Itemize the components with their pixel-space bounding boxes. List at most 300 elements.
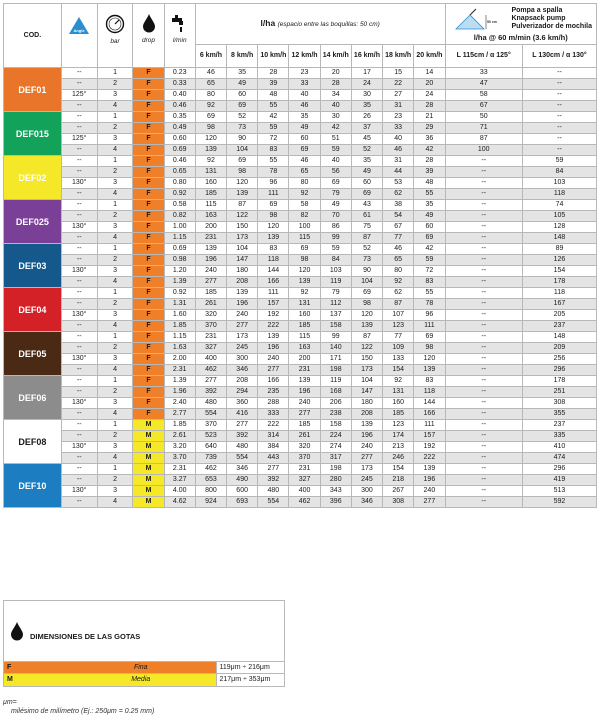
table-cell: 35 [227, 68, 258, 79]
table-cell: 0.69 [164, 244, 195, 255]
table-cell: -- [61, 409, 97, 420]
table-cell: 92 [383, 376, 414, 387]
table-cell: -- [522, 134, 596, 145]
table-cell: 115 [195, 200, 226, 211]
table-cell: 77 [383, 332, 414, 343]
table-cell: 317 [320, 453, 351, 464]
table-cell: -- [445, 277, 522, 288]
table-cell: 59 [320, 244, 351, 255]
table-cell: 231 [289, 365, 320, 376]
table-cell: 70 [320, 211, 351, 222]
table-cell: 147 [351, 387, 382, 398]
drop-size-legend [3, 600, 285, 687]
table-cell: 26 [351, 112, 382, 123]
table-cell: 29 [414, 123, 445, 134]
table-cell: -- [61, 332, 97, 343]
table-cell: 23 [383, 112, 414, 123]
table-cell: 392 [227, 431, 258, 442]
table-cell: 80 [383, 266, 414, 277]
drop-class-cell: F [133, 398, 164, 409]
table-row [4, 123, 597, 134]
table-cell: 53 [383, 178, 414, 189]
table-cell: 120 [289, 266, 320, 277]
nozzle-code: DEF03 [4, 244, 62, 288]
table-cell: 592 [522, 497, 596, 508]
table-row [4, 365, 597, 376]
table-cell: 0.23 [164, 68, 195, 79]
table-cell: 1.85 [164, 321, 195, 332]
table-cell: -- [445, 255, 522, 266]
table-cell: 2 [97, 211, 133, 222]
table-cell: 80 [289, 178, 320, 189]
table-cell: 261 [289, 431, 320, 442]
table-cell: 157 [414, 431, 445, 442]
table-cell: 69 [320, 178, 351, 189]
table-cell: 640 [195, 442, 226, 453]
table-cell: 277 [258, 464, 289, 475]
table-cell: 2 [97, 79, 133, 90]
table-cell: 480 [258, 486, 289, 497]
table-cell: 96 [414, 310, 445, 321]
drop-class-cell: F [133, 233, 164, 244]
table-cell: 150 [351, 354, 382, 365]
table-cell: 105 [522, 211, 596, 222]
table-cell: 55 [258, 156, 289, 167]
table-row [4, 464, 597, 475]
table-cell: 231 [195, 233, 226, 244]
table-cell: 137 [320, 310, 351, 321]
footnote-text: milésimo de milímetro (Ej.: 250μm = 0.25 mm) [11, 708, 155, 715]
table-row [4, 321, 597, 332]
table-cell: 31 [383, 156, 414, 167]
table-cell: 296 [522, 464, 596, 475]
table-cell: 0.98 [164, 255, 195, 266]
table-cell: 4.62 [164, 497, 195, 508]
table-cell: 355 [522, 409, 596, 420]
table-cell: 46 [383, 145, 414, 156]
table-cell: 277 [195, 376, 226, 387]
table-cell: 3.20 [164, 442, 195, 453]
legend-range-fina: 119μm ÷ 216μm [216, 662, 284, 674]
table-cell: -- [61, 244, 97, 255]
table-cell: -- [61, 343, 97, 354]
table-row [4, 156, 597, 167]
table-cell: 150 [227, 222, 258, 233]
drop-class-cell: M [133, 475, 164, 486]
table-cell: -- [61, 255, 97, 266]
table-cell: -- [61, 101, 97, 112]
table-cell: 65 [383, 255, 414, 266]
table-cell: 112 [320, 299, 351, 310]
table-cell: 3.70 [164, 453, 195, 464]
table-cell: 154 [383, 365, 414, 376]
nozzle-code: DEF025 [4, 200, 62, 244]
table-cell: 123 [383, 420, 414, 431]
table-cell: 49 [320, 200, 351, 211]
drop-class-cell: F [133, 365, 164, 376]
table-row [4, 475, 597, 486]
table-cell: 109 [383, 343, 414, 354]
table-cell: 3 [97, 266, 133, 277]
table-cell: 346 [351, 497, 382, 508]
table-cell: 35 [351, 156, 382, 167]
table-cell: 2.61 [164, 431, 195, 442]
table-cell: 139 [351, 420, 382, 431]
table-cell: 103 [522, 178, 596, 189]
table-row [4, 233, 597, 244]
table-cell: 130° [61, 178, 97, 189]
table-cell: 370 [195, 420, 226, 431]
table-cell: 86 [320, 222, 351, 233]
table-cell: 158 [320, 321, 351, 332]
table-cell: 308 [522, 398, 596, 409]
table-cell: 178 [522, 277, 596, 288]
table-cell: 1 [97, 200, 133, 211]
table-cell: -- [61, 475, 97, 486]
table-cell: -- [61, 189, 97, 200]
legend-range-media: 217μm ÷ 353μm [216, 674, 284, 686]
speed-header-4: 14 km/h [320, 45, 351, 68]
table-cell: 160 [195, 178, 226, 189]
speed-header-3: 12 km/h [289, 45, 320, 68]
table-cell: 308 [383, 497, 414, 508]
table-cell: 174 [383, 431, 414, 442]
table-row [4, 486, 597, 497]
lha-subtitle: (espacio entre las boquillas: 50 cm) [277, 21, 380, 29]
table-cell: 0.92 [164, 288, 195, 299]
table-row [4, 442, 597, 453]
table-cell: 554 [258, 497, 289, 508]
table-cell: 2 [97, 123, 133, 134]
angle-icon [67, 16, 91, 36]
drop-class-cell: F [133, 200, 164, 211]
table-cell: -- [61, 497, 97, 508]
table-cell: -- [61, 156, 97, 167]
table-cell: 178 [522, 376, 596, 387]
table-cell: 185 [195, 189, 226, 200]
table-cell: 139 [258, 332, 289, 343]
table-cell: 62 [383, 288, 414, 299]
drop-class-cell: F [133, 145, 164, 156]
table-row [4, 68, 597, 79]
table-cell: -- [445, 354, 522, 365]
table-cell: 1 [97, 376, 133, 387]
table-cell: 1.39 [164, 376, 195, 387]
table-cell: 98 [289, 255, 320, 266]
table-cell: 139 [351, 321, 382, 332]
table-cell: -- [445, 387, 522, 398]
table-cell: 196 [414, 475, 445, 486]
table-cell: -- [61, 167, 97, 178]
table-cell: 1 [97, 420, 133, 431]
table-cell: 119 [320, 277, 351, 288]
table-cell: 1 [97, 156, 133, 167]
table-cell: 107 [383, 310, 414, 321]
table-cell: 245 [351, 475, 382, 486]
table-cell: 166 [258, 277, 289, 288]
nozzle-table [3, 3, 597, 508]
table-cell: 222 [414, 453, 445, 464]
table-cell: 130° [61, 266, 97, 277]
table-cell: 240 [258, 354, 289, 365]
table-cell: 59 [414, 255, 445, 266]
table-cell: 4 [97, 101, 133, 112]
table-cell: 130° [61, 398, 97, 409]
table-row [4, 134, 597, 145]
drop-class-cell: M [133, 486, 164, 497]
table-cell: 58 [445, 90, 522, 101]
footnote-symbol: μm= [3, 699, 17, 706]
table-cell: 139 [414, 365, 445, 376]
table-cell: 118 [522, 288, 596, 299]
drop-class-cell: F [133, 112, 164, 123]
table-cell: 30 [351, 90, 382, 101]
table-row [4, 453, 597, 464]
table-cell: -- [61, 387, 97, 398]
table-cell: 523 [195, 431, 226, 442]
table-cell: 39 [258, 79, 289, 90]
table-cell: -- [445, 442, 522, 453]
table-cell: 392 [258, 475, 289, 486]
table-cell: 240 [289, 398, 320, 409]
table-cell: 400 [289, 486, 320, 497]
table-cell: 42 [414, 145, 445, 156]
nozzle-table-wrapper [3, 3, 597, 508]
table-cell: 277 [351, 453, 382, 464]
speed-header-7: 20 km/h [414, 45, 445, 68]
legend-title: DIMENSIONES DE LAS GOTAS [30, 631, 141, 641]
table-cell: 139 [227, 288, 258, 299]
table-cell: 213 [383, 442, 414, 453]
table-cell: 147 [227, 255, 258, 266]
pump-header [445, 4, 597, 45]
table-cell: 58 [289, 200, 320, 211]
table-cell: 4 [97, 409, 133, 420]
drop-class-cell: F [133, 332, 164, 343]
table-cell: -- [445, 266, 522, 277]
table-cell: 46 [383, 244, 414, 255]
table-cell: -- [61, 299, 97, 310]
table-cell: 42 [414, 244, 445, 255]
table-cell: 419 [522, 475, 596, 486]
table-cell: 77 [383, 233, 414, 244]
table-cell: -- [61, 321, 97, 332]
table-cell: 196 [351, 431, 382, 442]
table-cell: 14 [414, 68, 445, 79]
drop-class-cell: F [133, 123, 164, 134]
table-cell: 251 [522, 387, 596, 398]
table-cell: 208 [227, 277, 258, 288]
table-cell: 51 [320, 134, 351, 145]
table-cell: 462 [289, 497, 320, 508]
table-cell: 69 [414, 332, 445, 343]
table-cell: 115 [289, 332, 320, 343]
table-cell: 80 [195, 90, 226, 101]
table-cell: 166 [414, 409, 445, 420]
table-cell: 924 [195, 497, 226, 508]
table-cell: 240 [414, 486, 445, 497]
table-cell: 37 [351, 123, 382, 134]
drop-class-cell: F [133, 156, 164, 167]
table-cell: -- [61, 288, 97, 299]
table-cell: 245 [227, 343, 258, 354]
table-cell: -- [61, 376, 97, 387]
table-cell: 31 [383, 101, 414, 112]
table-cell: 224 [320, 431, 351, 442]
table-cell: 104 [227, 244, 258, 255]
drop-class-cell: F [133, 277, 164, 288]
table-cell: -- [445, 321, 522, 332]
table-cell: 192 [414, 442, 445, 453]
table-cell: 320 [289, 442, 320, 453]
table-cell: 180 [351, 398, 382, 409]
table-cell: 69 [414, 233, 445, 244]
table-cell: 111 [414, 420, 445, 431]
table-cell: 277 [414, 497, 445, 508]
angle-label: Angle [73, 27, 85, 33]
table-cell: 122 [351, 343, 382, 354]
table-cell: 343 [320, 486, 351, 497]
table-cell: 653 [195, 475, 226, 486]
table-cell: 800 [195, 486, 226, 497]
table-cell: 67 [445, 101, 522, 112]
drop-class-cell: M [133, 464, 164, 475]
drop-class-cell: F [133, 354, 164, 365]
table-cell: -- [445, 409, 522, 420]
table-cell: -- [522, 68, 596, 79]
table-cell: -- [61, 277, 97, 288]
table-cell: -- [522, 101, 596, 112]
header-row-1 [4, 4, 597, 45]
knapsack-nozzle-icon [450, 7, 497, 31]
table-row [4, 409, 597, 420]
table-row [4, 145, 597, 156]
footnote [3, 698, 154, 716]
table-cell: -- [445, 398, 522, 409]
table-cell: 67 [383, 222, 414, 233]
table-cell: 1 [97, 112, 133, 123]
table-cell: 60 [227, 90, 258, 101]
table-cell: 30 [320, 112, 351, 123]
table-row [4, 266, 597, 277]
table-cell: 34 [320, 90, 351, 101]
table-cell: 320 [195, 310, 226, 321]
table-cell: 130° [61, 486, 97, 497]
bar-label: bar [110, 37, 120, 45]
table-cell: 480 [195, 398, 226, 409]
table-row [4, 343, 597, 354]
table-cell: 47 [445, 79, 522, 90]
table-cell: 33 [289, 79, 320, 90]
table-cell: 163 [289, 343, 320, 354]
table-cell: -- [445, 486, 522, 497]
table-cell: 78 [258, 167, 289, 178]
pump-dim-label: 50 cm [486, 20, 497, 25]
table-cell: 2 [97, 475, 133, 486]
pump-line-1: Pompa a spalla [511, 7, 563, 15]
drop-icon [142, 13, 156, 33]
table-cell: 240 [227, 310, 258, 321]
table-cell: 166 [258, 376, 289, 387]
table-cell: -- [445, 299, 522, 310]
table-cell: 246 [383, 453, 414, 464]
table-cell: 2.31 [164, 365, 195, 376]
table-cell: 1 [97, 464, 133, 475]
table-cell: 120 [227, 178, 258, 189]
table-cell: 99 [320, 233, 351, 244]
drop-icon [10, 621, 24, 641]
table-cell: 1.31 [164, 299, 195, 310]
drop-class-cell: F [133, 409, 164, 420]
table-cell: 2 [97, 167, 133, 178]
table-cell: 4.00 [164, 486, 195, 497]
nozzle-code: DEF04 [4, 288, 62, 332]
drop-class-cell: M [133, 497, 164, 508]
table-cell: 0.58 [164, 200, 195, 211]
table-cell: 327 [195, 343, 226, 354]
cod-header [4, 4, 62, 68]
table-cell: 89 [522, 244, 596, 255]
drop-class-cell: F [133, 321, 164, 332]
table-cell: 40 [383, 134, 414, 145]
table-cell: 2 [97, 299, 133, 310]
table-cell: 333 [258, 409, 289, 420]
table-cell: 128 [522, 222, 596, 233]
drop-class-cell: F [133, 189, 164, 200]
table-row [4, 332, 597, 343]
table-cell: 100 [289, 222, 320, 233]
table-cell: 277 [258, 365, 289, 376]
table-row [4, 90, 597, 101]
table-cell: 222 [258, 420, 289, 431]
table-cell: 28 [414, 101, 445, 112]
table-cell: 69 [227, 101, 258, 112]
table-cell: 1 [97, 288, 133, 299]
table-cell: 2 [97, 431, 133, 442]
speed-header-2: 10 km/h [258, 45, 289, 68]
table-cell: 83 [258, 145, 289, 156]
table-cell: 205 [522, 310, 596, 321]
drop-class-cell: F [133, 167, 164, 178]
table-cell: 90 [351, 266, 382, 277]
table-cell: 35 [414, 200, 445, 211]
table-cell: 120 [351, 310, 382, 321]
table-cell: 98 [258, 211, 289, 222]
table-cell: 222 [258, 321, 289, 332]
table-cell: 90 [227, 134, 258, 145]
table-cell: -- [61, 464, 97, 475]
drop-class-cell: M [133, 442, 164, 453]
angle-header [61, 4, 97, 68]
table-cell: 144 [414, 398, 445, 409]
drop-class-cell: F [133, 211, 164, 222]
table-cell: 173 [351, 365, 382, 376]
table-cell: 22 [383, 79, 414, 90]
table-cell: 296 [522, 365, 596, 376]
table-cell: 69 [195, 112, 226, 123]
table-cell: -- [445, 167, 522, 178]
table-cell: 40 [320, 101, 351, 112]
table-cell: 280 [320, 475, 351, 486]
drop-class-cell: F [133, 310, 164, 321]
table-cell: 36 [414, 134, 445, 145]
table-cell: 72 [258, 134, 289, 145]
table-row [4, 497, 597, 508]
table-cell: 0.60 [164, 134, 195, 145]
table-cell: 198 [320, 365, 351, 376]
table-cell: 59 [522, 156, 596, 167]
table-cell: -- [61, 200, 97, 211]
